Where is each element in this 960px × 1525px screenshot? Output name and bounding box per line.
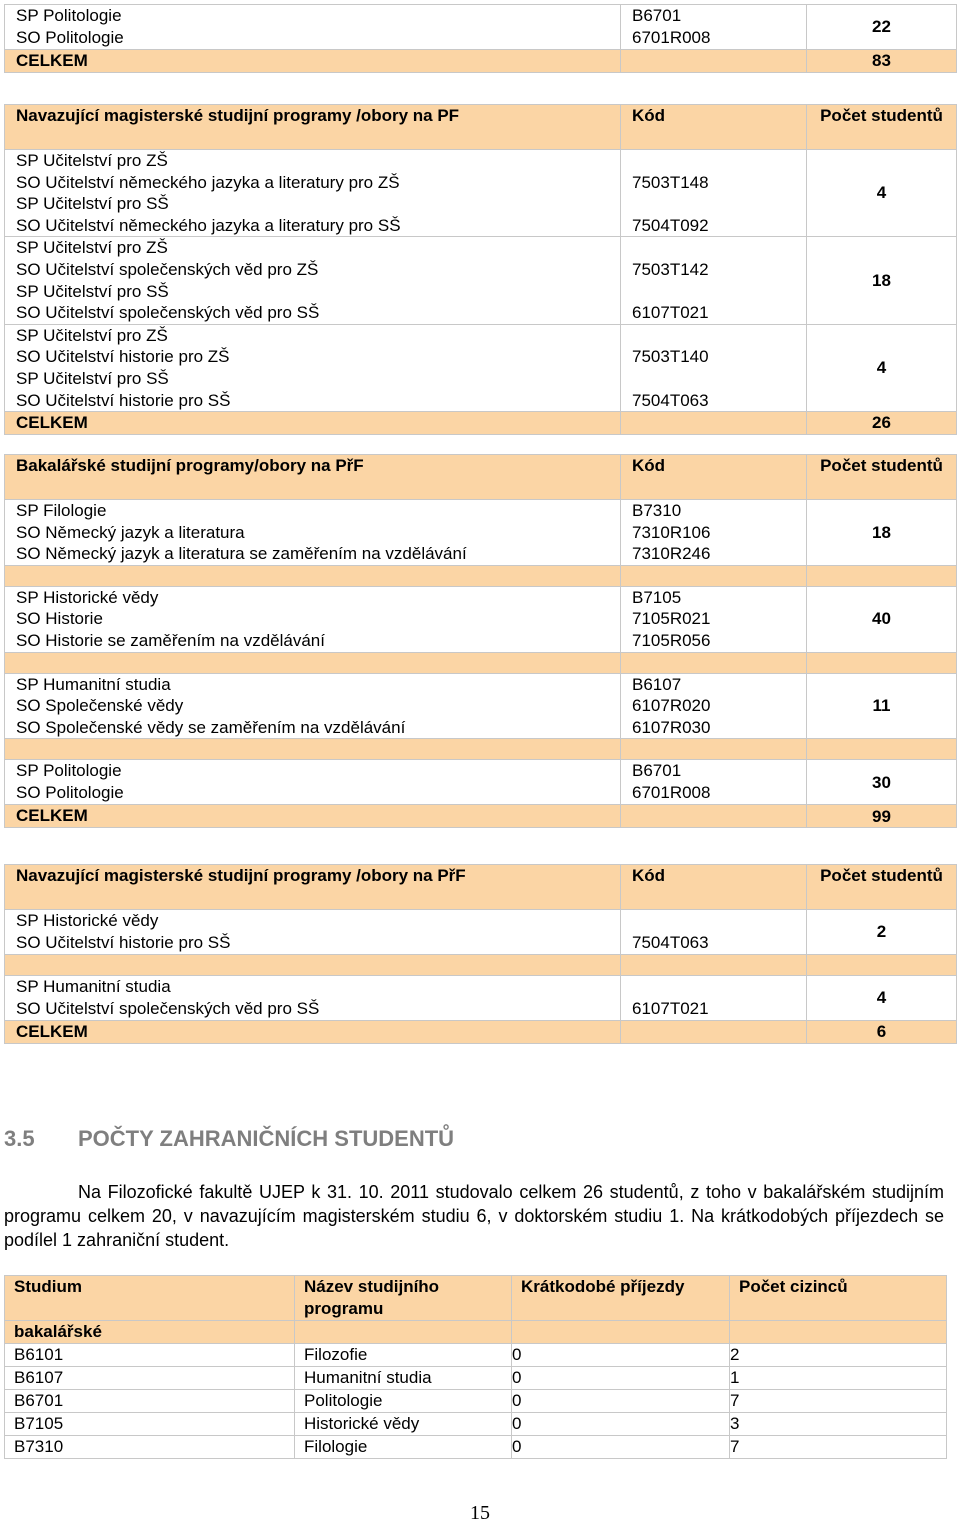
program-line: SO Politologie — [16, 782, 124, 802]
code: 6107T021 — [632, 998, 709, 1018]
student-count: 2 — [807, 910, 957, 955]
spacer-row — [5, 739, 957, 760]
page-number: 15 — [470, 1502, 490, 1524]
master-pf-table — [4, 104, 957, 435]
program-line: SP Filologie — [16, 501, 107, 520]
bachelor-prf-table — [4, 454, 957, 828]
student-count: 4 — [807, 150, 957, 237]
table-row — [5, 910, 957, 955]
code: 7503T140 — [632, 347, 709, 367]
table-row — [5, 1413, 947, 1436]
code: B6701 — [632, 6, 682, 25]
code: 7503T142 — [632, 259, 709, 279]
total-label: CELKEM — [5, 412, 621, 435]
table-title: Bakalářské studijní programy/obory na PřF — [5, 455, 621, 500]
foreign-students-table — [4, 1275, 947, 1459]
program-line: SO Společenské vědy — [16, 696, 184, 716]
program-line: SP Humanitní studia — [16, 674, 171, 694]
student-count: 4 — [807, 976, 957, 1021]
program-name: Humanitní studia — [295, 1367, 512, 1390]
short-visits: 0 — [512, 1367, 730, 1390]
foreigners: 7 — [730, 1390, 947, 1413]
header-study: Studium — [5, 1276, 295, 1321]
student-count: 40 — [807, 586, 957, 652]
study-type: bakalářské — [5, 1321, 295, 1344]
total-label: CELKEM — [5, 805, 621, 828]
count-header: Počet studentů — [807, 865, 957, 910]
header-foreigners: Počet cizinců — [730, 1276, 947, 1321]
code: 6107R020 — [632, 696, 711, 716]
table-header — [5, 105, 957, 150]
code: 7504T063 — [632, 390, 709, 410]
foreigners: 7 — [730, 1436, 947, 1459]
program-line: SP Učitelství pro ZŠ — [16, 325, 168, 345]
program-line: SP Politologie — [16, 761, 122, 781]
program-line: SP Historické vědy — [16, 587, 159, 607]
student-count: 11 — [807, 673, 957, 739]
program-line: SO Politologie — [16, 27, 124, 47]
paragraph-block — [4, 1180, 944, 1252]
paragraph: Na Filozofické fakultě UJEP k 31. 10. 2011 studovalo celkem 26 studentů, z toho v bakalářském studijním programu celkem 20, v navazujícím magisterském studiu 6, v doktorském studiu 1. Na krátkodobých příjezdech se podílel 1 zahraniční student. — [4, 1182, 944, 1250]
code: B6701 — [632, 761, 682, 781]
program-line: SO Učitelství německého jazyka a literatury pro ZŠ — [16, 172, 400, 192]
table-row — [5, 150, 957, 237]
table-row — [5, 5, 957, 50]
total-row — [5, 1021, 957, 1044]
program-code: B6101 — [5, 1344, 295, 1367]
code: 7105R056 — [632, 630, 711, 650]
code: 7503T148 — [632, 172, 709, 192]
short-visits: 0 — [512, 1436, 730, 1459]
student-count: 22 — [807, 5, 957, 50]
short-visits: 0 — [512, 1390, 730, 1413]
total-row — [5, 50, 957, 73]
table-row — [5, 324, 957, 411]
foreigners: 1 — [730, 1367, 947, 1390]
program-line: SO Společenské vědy se zaměřením na vzdělávání — [16, 717, 406, 737]
program-line: SO Německý jazyk a literatura — [16, 522, 245, 542]
code: 6107T021 — [632, 303, 709, 323]
table-row — [5, 1344, 947, 1367]
code: B7310 — [632, 501, 682, 520]
program-line: SO Německý jazyk a literatura se zaměřením na vzdělávání — [16, 544, 467, 564]
spacer-row — [5, 652, 957, 673]
code: B7105 — [632, 587, 682, 607]
program-code: B7105 — [5, 1413, 295, 1436]
program-line: SO Učitelství německého jazyka a literatury pro SŠ — [16, 215, 401, 235]
bachelor-pf-table-end — [4, 4, 957, 73]
code: 6701R008 — [632, 27, 711, 47]
program-line: SO Učitelství společenských věd pro SŠ — [16, 303, 320, 323]
program-line: SP Učitelství pro SŠ — [16, 281, 169, 301]
program-line: SP Učitelství pro ZŠ — [16, 151, 168, 170]
table-row — [5, 673, 957, 739]
total-label: CELKEM — [5, 1021, 621, 1044]
code: 7504T063 — [632, 932, 709, 952]
total-value: 83 — [807, 50, 957, 73]
student-count: 18 — [807, 237, 957, 324]
table-row — [5, 1390, 947, 1413]
program-line: SO Historie — [16, 609, 103, 629]
program-line: SP Učitelství pro ZŠ — [16, 238, 168, 258]
code: B6107 — [632, 674, 682, 694]
program-name: Filologie — [295, 1436, 512, 1459]
program-name: Filozofie — [295, 1344, 512, 1367]
count-header: Počet studentů — [807, 105, 957, 150]
code: 6107R030 — [632, 717, 711, 737]
section-number: 3.5 — [4, 1126, 35, 1151]
table-row — [5, 976, 957, 1021]
total-value: 26 — [807, 412, 957, 435]
short-visits: 0 — [512, 1413, 730, 1436]
table-row — [5, 1367, 947, 1390]
header-short-visits: Krátkodobé příjezdy — [512, 1276, 730, 1321]
program-line: SP Učitelství pro SŠ — [16, 194, 169, 214]
table-header — [5, 455, 957, 500]
code: 7504T092 — [632, 215, 709, 235]
foreigners: 2 — [730, 1344, 947, 1367]
student-count: 4 — [807, 324, 957, 411]
code: 7105R021 — [632, 609, 711, 629]
table-row — [5, 500, 957, 566]
table-title: Navazující magisterské studijní programy /obory na PF — [5, 105, 621, 150]
total-row — [5, 412, 957, 435]
study-row — [5, 1321, 947, 1344]
program-line: SP Historické vědy — [16, 911, 159, 930]
master-prf-table — [4, 864, 957, 1044]
table-row — [5, 1436, 947, 1459]
program-line: SP Politologie — [16, 6, 122, 25]
table-row — [5, 237, 957, 324]
table-header — [5, 865, 957, 910]
total-value: 6 — [807, 1021, 957, 1044]
program-line: SP Učitelství pro SŠ — [16, 368, 169, 388]
code: 7310R246 — [632, 544, 711, 564]
table-row — [5, 586, 957, 652]
student-count: 18 — [807, 500, 957, 566]
header-program-name: Název studijního programu — [295, 1276, 512, 1321]
code: 6701R008 — [632, 782, 711, 802]
program-code: B6107 — [5, 1367, 295, 1390]
program-line: SO Historie se zaměřením na vzdělávání — [16, 630, 325, 650]
program-line: SO Učitelství společenských věd pro SŠ — [16, 998, 320, 1018]
table-header — [5, 1276, 947, 1321]
total-row — [5, 805, 957, 828]
table-title: Navazující magisterské studijní programy /obory na PřF — [5, 865, 621, 910]
program-line: SO Učitelství historie pro SŠ — [16, 390, 231, 410]
program-name: Politologie — [295, 1390, 512, 1413]
program-line: SP Humanitní studia — [16, 977, 171, 996]
program-line: SO Učitelství historie pro SŠ — [16, 932, 231, 952]
program-line: SO Učitelství historie pro ZŠ — [16, 347, 230, 367]
student-count: 30 — [807, 760, 957, 805]
program-line: SO Učitelství společenských věd pro ZŠ — [16, 259, 319, 279]
spacer-row — [5, 955, 957, 976]
short-visits: 0 — [512, 1344, 730, 1367]
foreigners: 3 — [730, 1413, 947, 1436]
spacer-row — [5, 565, 957, 586]
program-code: B7310 — [5, 1436, 295, 1459]
section-title: POČTY ZAHRANIČNÍCH STUDENTŮ — [78, 1126, 455, 1151]
count-header: Počet studentů — [807, 455, 957, 500]
section-heading — [4, 1126, 454, 1152]
program-name: Historické vědy — [295, 1413, 512, 1436]
program-code: B6701 — [5, 1390, 295, 1413]
code-header: Kód — [621, 865, 807, 910]
code-header: Kód — [621, 455, 807, 500]
code: 7310R106 — [632, 522, 711, 542]
code-header: Kód — [621, 105, 807, 150]
total-label: CELKEM — [5, 50, 621, 73]
table-row — [5, 760, 957, 805]
total-value: 99 — [807, 805, 957, 828]
